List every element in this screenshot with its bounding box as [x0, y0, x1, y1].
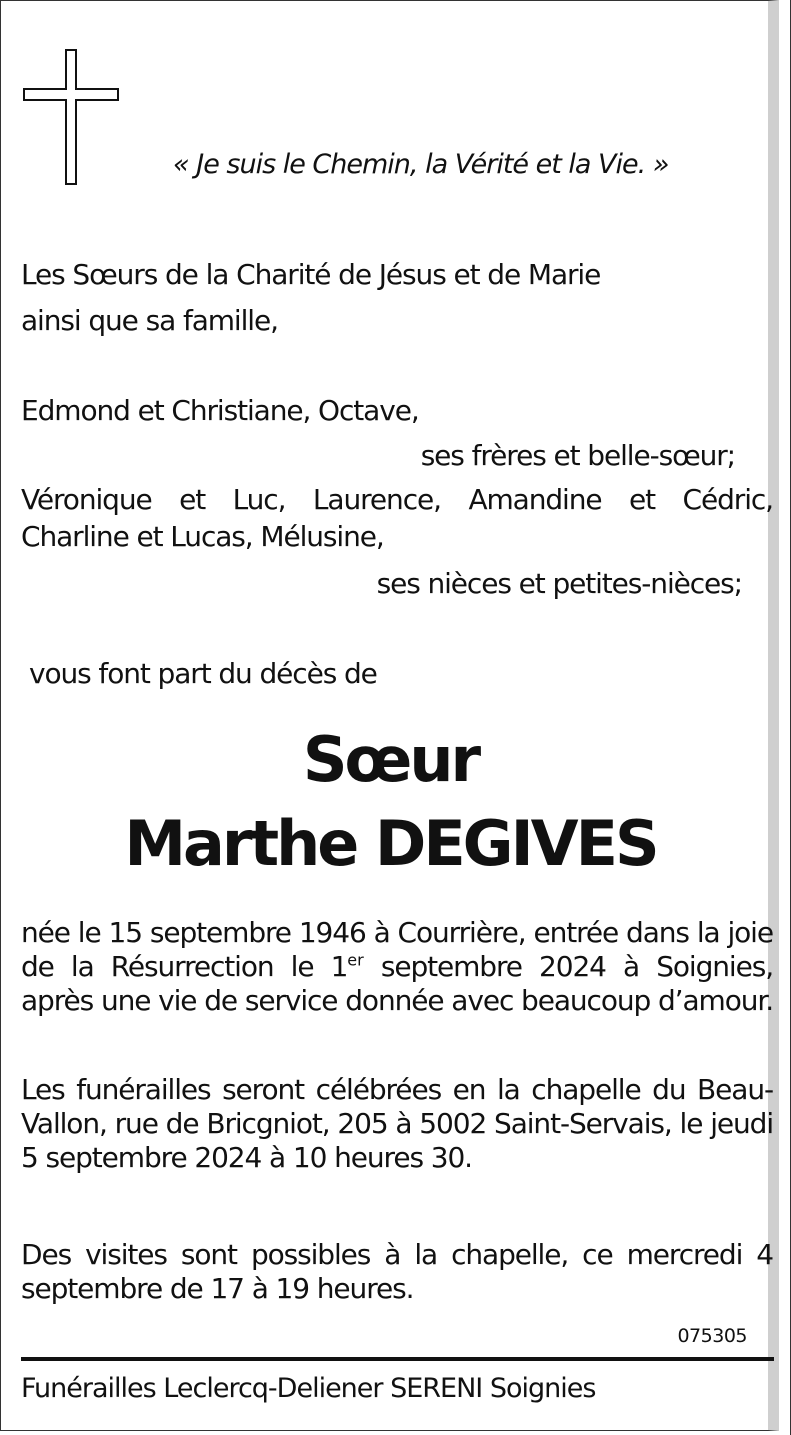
footer-divider — [21, 1357, 774, 1361]
deceased-name: Marthe DEGIVES — [124, 807, 657, 880]
funeral-paragraph — [21, 1073, 773, 1175]
announcement: vous font part du décès de — [29, 657, 377, 690]
deceased-title: Sœur — [302, 723, 479, 796]
visits-paragraph — [21, 1238, 773, 1306]
biography-paragraph — [21, 916, 773, 1018]
scripture-quote: « Je suis le Chemin, la Vérité et la Vie. » — [173, 149, 669, 180]
intro-line-1: Les Sœurs de la Charité de Jésus et de Marie — [21, 258, 601, 291]
latin-cross-icon — [23, 49, 119, 185]
funeral-home-footer: Funérailles Leclercq-Deliener SERENI Soignies — [21, 1373, 596, 1404]
nieces-line-1-text: Véronique et Luc, Laurence, Amandine et Cédric, — [21, 483, 773, 516]
biography-part-1: née le 15 septembre 1946 à Courrière, entrée dans la joie de la Résurrection le 1 — [21, 916, 773, 983]
nieces-relation: ses nièces et petites-nièces; — [376, 567, 742, 600]
intro-line-2: ainsi que sa famille, — [21, 304, 278, 337]
ordinal-suffix: er — [347, 950, 364, 970]
funeral-text: Les funérailles seront célébrées en la chapelle du Beau-Vallon, rue de Bricgniot, 205 à 5002 Saint-Servais, le jeudi 5 septembre 2024 à 10 heures 30. — [21, 1073, 773, 1174]
visits-text: Des visites sont possibles à la chapelle, ce mercredi 4 septembre de 17 à 19 heures. — [21, 1238, 773, 1305]
biography-text — [21, 916, 773, 1018]
nieces-line-2: Charline et Lucas, Mélusine, — [21, 520, 384, 553]
reference-number: 075305 — [677, 1325, 747, 1347]
siblings-names: Edmond et Christiane, Octave, — [21, 394, 419, 427]
siblings-relation: ses frères et belle-sœur; — [420, 439, 735, 472]
nieces-line-1 — [21, 483, 773, 517]
biography-part-2: septembre 2024 à Soignies, après une vie de service donnée avec beaucoup d’amour. — [21, 950, 774, 1017]
